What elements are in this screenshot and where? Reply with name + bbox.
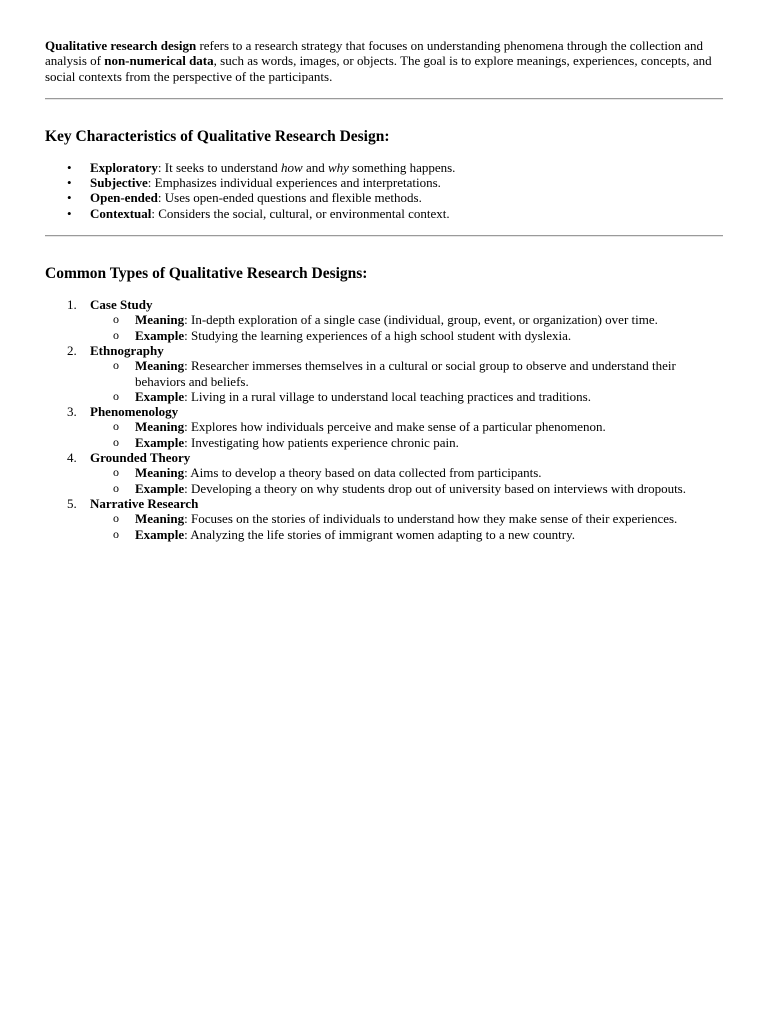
type-name: Narrative Research xyxy=(90,495,199,511)
circle-bullet-icon: o xyxy=(113,511,119,526)
item-text: : Considers the social, cultural, or environmental context. xyxy=(151,205,450,221)
bullet-icon: • xyxy=(67,190,72,206)
item-term: Open-ended xyxy=(90,190,158,206)
meaning-label: Meaning xyxy=(135,419,185,435)
type-item-narrative-research xyxy=(45,496,725,542)
meaning-text: : Aims to develop a theory based on data collected from participants. xyxy=(184,465,542,481)
list-number: 3. xyxy=(67,404,77,420)
meaning-label: Meaning xyxy=(135,511,185,527)
meaning-text: : Researcher immerses themselves in a cultural or social group to observe and understand their behaviors and beliefs. xyxy=(135,358,676,389)
example-label: Example xyxy=(135,526,185,542)
item-term: Subjective xyxy=(90,175,148,191)
circle-bullet-icon: o xyxy=(113,312,119,327)
example-text: : Studying the learning experiences of a high school student with dyslexia. xyxy=(184,327,572,343)
type-details xyxy=(90,511,725,542)
list-item xyxy=(45,206,725,221)
type-details xyxy=(90,358,725,404)
item-emphasis: why xyxy=(327,159,349,175)
example-label: Example xyxy=(135,327,185,343)
item-text: : Uses open-ended questions and flexible methods. xyxy=(157,190,422,206)
example-text: : Living in a rural village to understand local teaching practices and traditions. xyxy=(184,388,591,404)
example-label: Example xyxy=(135,434,185,450)
type-item-grounded-theory xyxy=(45,450,725,496)
characteristics-list xyxy=(45,160,725,221)
detail-meaning xyxy=(90,465,725,480)
type-details xyxy=(90,419,725,450)
circle-bullet-icon: o xyxy=(113,465,119,480)
item-term: Contextual xyxy=(90,205,152,221)
type-item-phenomenology xyxy=(45,404,725,450)
detail-example xyxy=(90,435,725,450)
circle-bullet-icon: o xyxy=(113,358,119,373)
example-label: Example xyxy=(135,388,185,404)
types-list xyxy=(45,297,725,542)
detail-meaning xyxy=(90,419,725,434)
list-number: 5. xyxy=(67,495,77,511)
detail-meaning xyxy=(90,312,725,327)
list-item xyxy=(45,190,725,205)
intro-paragraph xyxy=(45,38,725,84)
type-item-case-study xyxy=(45,297,725,343)
example-label: Example xyxy=(135,480,185,496)
list-number: 2. xyxy=(67,342,77,358)
type-name: Case Study xyxy=(90,297,153,313)
detail-example xyxy=(90,527,725,542)
circle-bullet-icon: o xyxy=(113,388,119,403)
meaning-text: : Explores how individuals perceive and make sense of a particular phenomenon. xyxy=(184,419,606,435)
intro-text-1: refers to a research strategy that focuses on understanding phenomena through the collection and analysis of xyxy=(45,38,704,69)
example-text: : Investigating how patients experience chronic pain. xyxy=(184,434,459,450)
type-details xyxy=(90,312,725,343)
list-item xyxy=(45,175,725,190)
circle-bullet-icon: o xyxy=(113,327,119,342)
type-name: Ethnography xyxy=(90,342,164,358)
meaning-label: Meaning xyxy=(135,312,185,328)
type-name: Grounded Theory xyxy=(90,450,191,466)
meaning-text: : In-depth exploration of a single case (individual, group, event, or organization) over time. xyxy=(184,312,658,328)
list-item xyxy=(45,160,725,175)
circle-bullet-icon: o xyxy=(113,526,119,541)
item-emphasis: how xyxy=(281,159,303,175)
document-page xyxy=(45,38,725,542)
example-text: : Developing a theory on why students drop out of university based on interviews with dropouts. xyxy=(184,480,686,496)
intro-bold-phrase: non-numerical data xyxy=(104,53,214,69)
type-name: Phenomenology xyxy=(90,404,179,420)
types-heading: Common Types of Qualitative Research Designs: xyxy=(45,265,368,283)
divider-1 xyxy=(45,98,723,100)
type-details xyxy=(90,465,725,496)
detail-example xyxy=(90,328,725,343)
circle-bullet-icon: o xyxy=(113,434,119,449)
type-item-ethnography xyxy=(45,343,725,404)
intro-text-2: , such as words, images, or objects. The goal is to explore meanings, experiences, concepts, and social contexts from the perspective of the participants. xyxy=(45,53,712,84)
bullet-icon: • xyxy=(67,175,72,191)
meaning-text: : Focuses on the stories of individuals to understand how they make sense of their experiences. xyxy=(184,511,678,527)
detail-example xyxy=(90,481,725,496)
bullet-icon: • xyxy=(67,159,72,175)
divider-2 xyxy=(45,235,723,237)
item-text: : Emphasizes individual experiences and interpretations. xyxy=(147,175,441,191)
meaning-label: Meaning xyxy=(135,358,185,374)
detail-meaning xyxy=(90,358,725,389)
circle-bullet-icon: o xyxy=(113,480,119,495)
meaning-label: Meaning xyxy=(135,465,185,481)
list-number: 4. xyxy=(67,450,77,466)
detail-meaning xyxy=(90,511,725,526)
detail-example xyxy=(90,389,725,404)
item-text: something happens. xyxy=(348,159,456,175)
characteristics-heading: Key Characteristics of Qualitative Research Design: xyxy=(45,127,390,145)
example-text: : Analyzing the life stories of immigrant women adapting to a new country. xyxy=(184,526,575,542)
item-text: and xyxy=(302,159,328,175)
intro-term: Qualitative research design xyxy=(45,38,197,53)
item-term: Exploratory xyxy=(90,159,158,175)
list-number: 1. xyxy=(67,297,77,313)
item-text: : It seeks to understand xyxy=(157,159,282,175)
circle-bullet-icon: o xyxy=(113,419,119,434)
bullet-icon: • xyxy=(67,205,72,221)
